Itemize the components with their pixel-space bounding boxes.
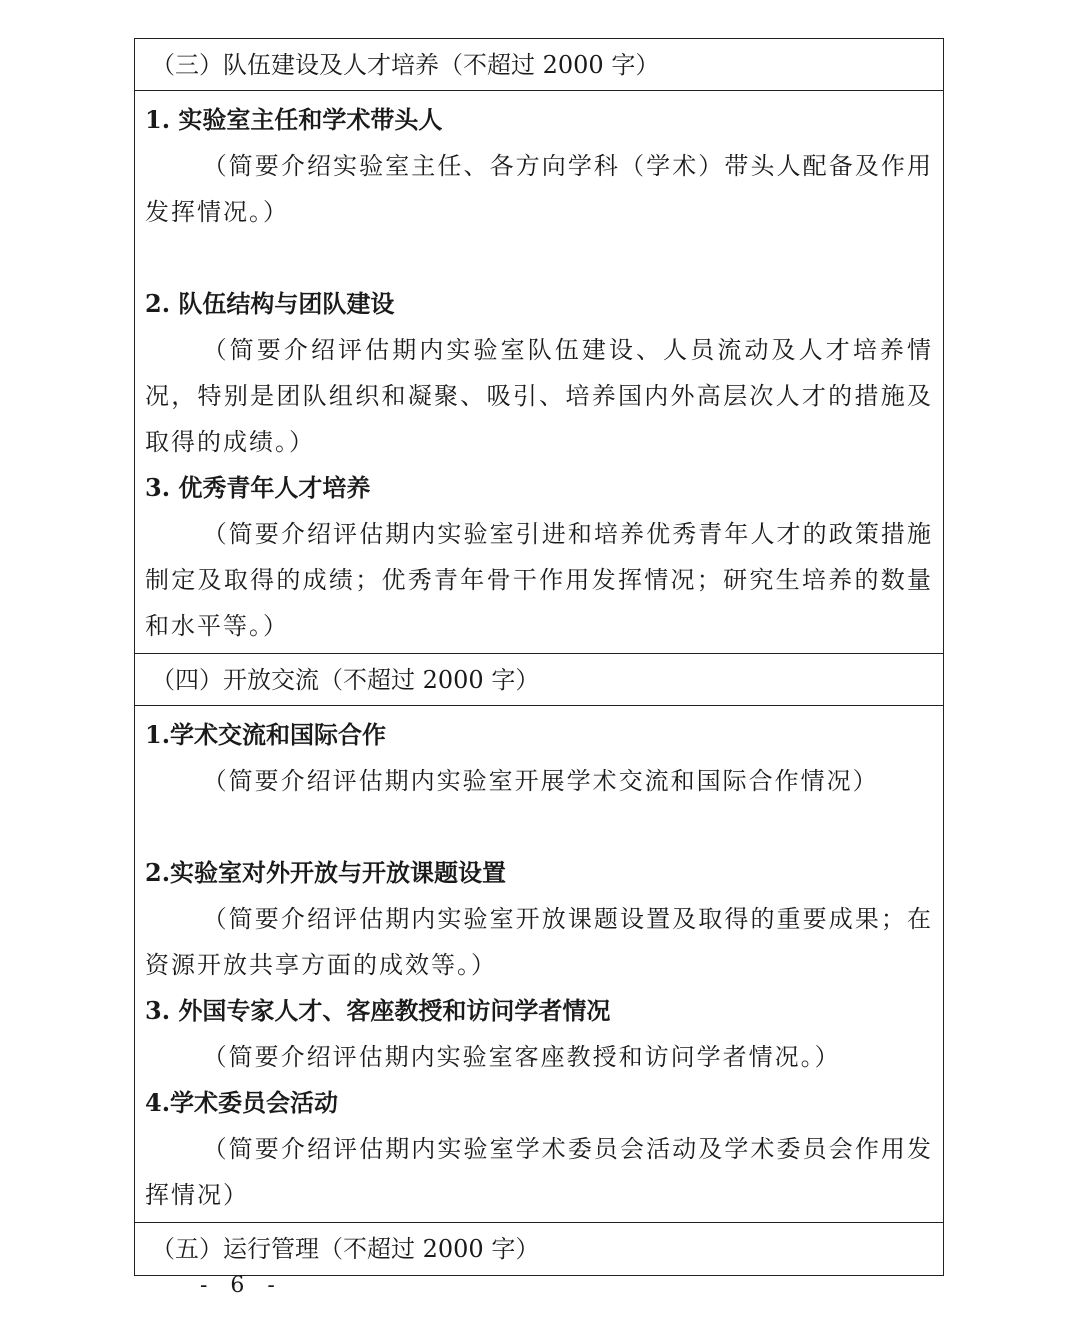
item-3-3-desc: （简要介绍评估期内实验室引进和培养优秀青年人才的政策措施制定及取得的成绩；优秀青年骨干作用发挥情况；研究生培养的数量和水平等。）: [145, 520, 933, 640]
item-3-1-title: 1. 实验室主任和学术带头人: [145, 105, 443, 134]
item-4-1-title: 1.学术交流和国际合作: [145, 720, 387, 749]
page-number: - 6 -: [200, 1273, 283, 1298]
item-4-2-desc: （简要介绍评估期内实验室开放课题设置及取得的重要成果；在资源开放共享方面的成效等。）: [145, 905, 933, 979]
spacer: [145, 804, 933, 850]
item-4-3-desc: （简要介绍评估期内实验室客座教授和访问学者情况。）: [202, 1043, 841, 1071]
item-4-3-title: 3. 外国专家人才、客座教授和访问学者情况: [145, 996, 611, 1025]
item-3-2-desc: （简要介绍评估期内实验室队伍建设、人员流动及人才培养情况，特别是团队组织和凝聚、吸引、培养国内外高层次人才的措施及取得的成绩。）: [145, 336, 933, 456]
section-5-heading: （五）运行管理（不超过 2000 字）: [151, 1235, 540, 1263]
item-4-2-title: 2.实验室对外开放与开放课题设置: [145, 858, 507, 887]
item-3-2-title: 2. 队伍结构与团队建设: [145, 289, 395, 318]
spacer: [145, 235, 933, 281]
item-4-1-desc: （简要介绍评估期内实验室开展学术交流和国际合作情况）: [202, 767, 879, 795]
item-4-4-desc: （简要介绍评估期内实验室学术委员会活动及学术委员会作用发挥情况）: [145, 1135, 933, 1209]
evaluation-form-table: [134, 38, 944, 1276]
item-3-1-desc: （简要介绍实验室主任、各方向学科（学术）带头人配备及作用发挥情况。）: [145, 152, 933, 226]
section-3-heading: （三）队伍建设及人才培养（不超过 2000 字）: [135, 39, 943, 91]
section-4-content: [135, 706, 943, 1223]
section-4-heading: （四）开放交流（不超过 2000 字）: [135, 654, 943, 706]
item-4-4-title: 4.学术委员会活动: [145, 1088, 339, 1117]
item-3-3-title: 3. 优秀青年人才培养: [145, 473, 371, 502]
section-3-content: [135, 91, 943, 654]
